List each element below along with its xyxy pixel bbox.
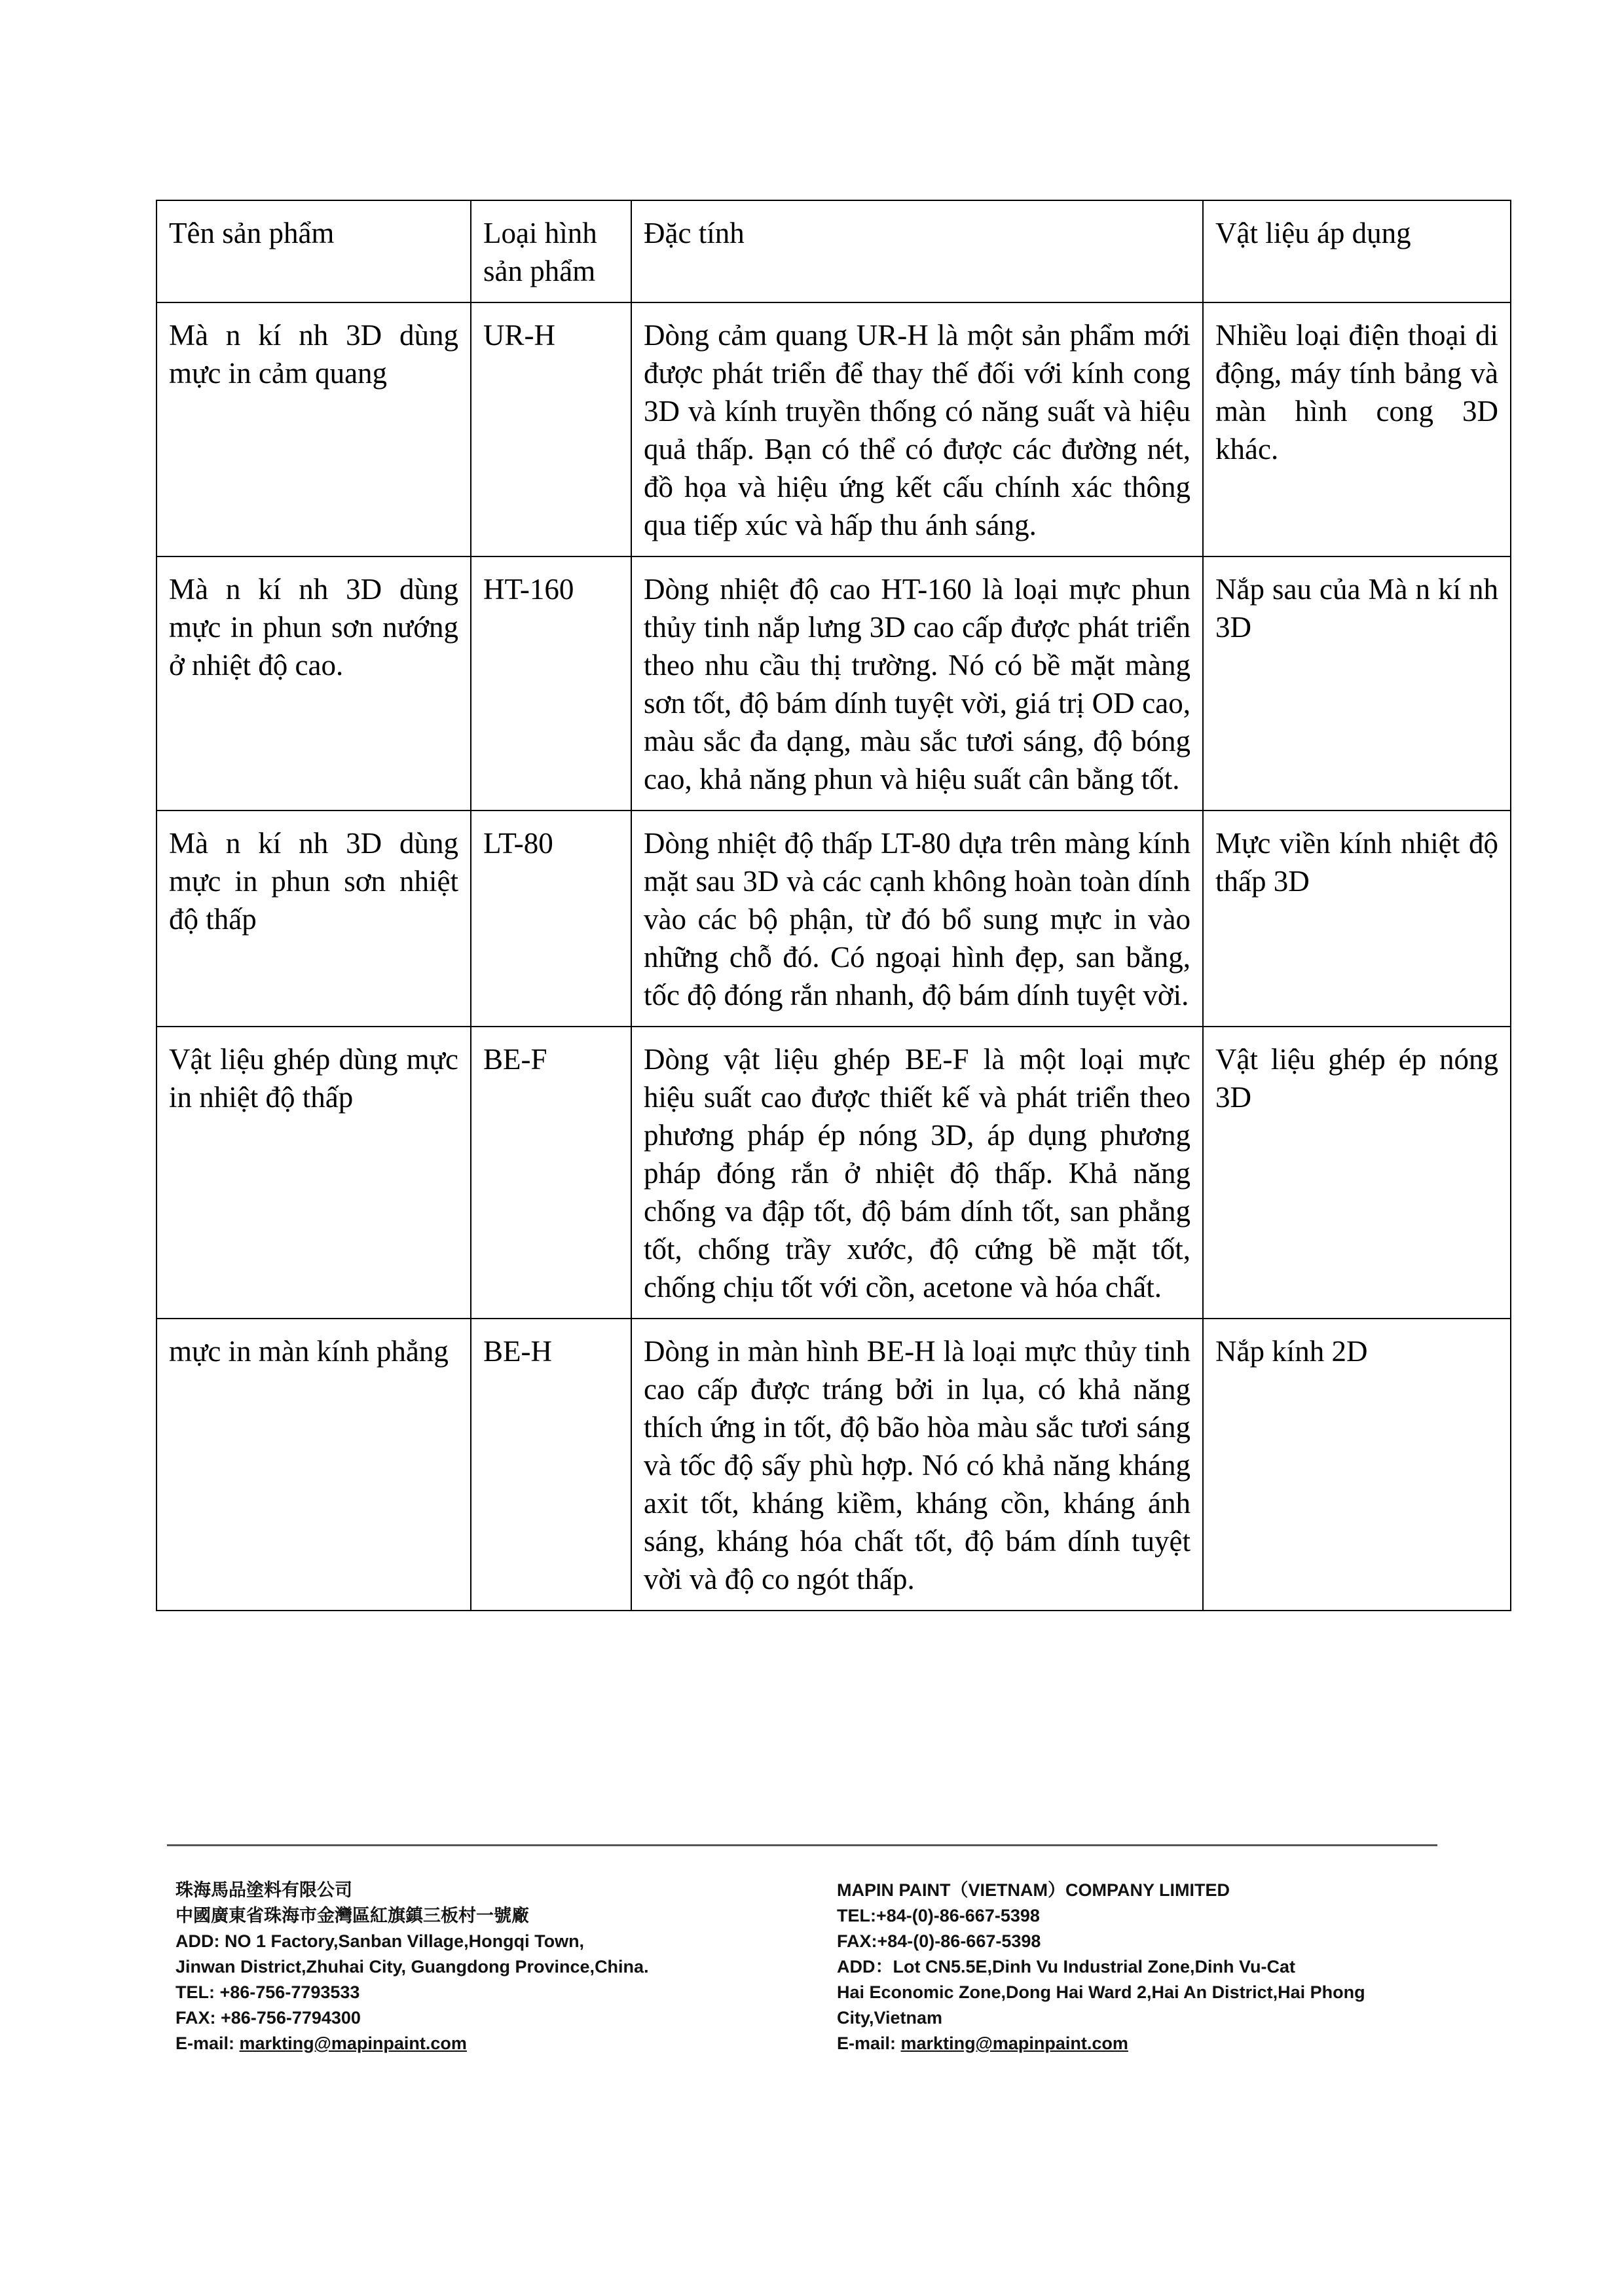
product-name-cell: mực in màn kính phẳng xyxy=(157,1319,471,1611)
table-row xyxy=(157,556,1511,811)
footer-company: MAPIN PAINT（VIETNAM）COMPANY LIMITED xyxy=(837,1880,1230,1900)
footer-email-row xyxy=(837,2031,1466,2056)
footer-address-cn: 中國廣東省珠海市金灣區紅旗鎮三板村一號廠 xyxy=(175,1906,529,1925)
product-feature-cell: Dòng in màn hình BE-H là loại mực thủy tinh cao cấp được tráng bởi in lụa, có khả năng thích ứng in tốt, độ bão hòa màu sắc tươi sáng và tốc độ sấy phù hợp. Nó có khả năng kháng axit tốt, kháng kiềm, kháng cồn, kháng ánh sáng, kháng hóa chất tốt, độ bám dính tuyệt vời và độ co ngót thấp. xyxy=(631,1319,1203,1611)
product-feature-cell: Dòng vật liệu ghép BE-F là một loại mực hiệu suất cao được thiết kế và phát triển theo phương pháp ép nóng 3D, áp dụng phương pháp đóng rắn ở nhiệt độ thấp. Khả năng chống va đập tốt, độ bám dính tốt, san phẳng tốt, chống trầy xước, độ cứng bề mặt tốt, chống chịu tốt với cồn, acetone và hóa chất. xyxy=(631,1027,1203,1319)
footer-vietnam-office xyxy=(837,1878,1466,2056)
product-name-cell: Vật liệu ghép dùng mực in nhiệt độ thấp xyxy=(157,1027,471,1319)
footer-email-link[interactable]: markting@mapinpaint.com xyxy=(900,2033,1128,2053)
footer-address-line: ADD: NO 1 Factory,Sanban Village,Hongqi Town, xyxy=(175,1931,585,1951)
product-table xyxy=(156,200,1511,1611)
product-type-cell: LT-80 xyxy=(471,811,631,1027)
product-material-cell: Nắp kính 2D xyxy=(1203,1319,1511,1611)
product-type-cell: UR-H xyxy=(471,302,631,556)
product-name-cell: Mà n kí nh 3D dùng mực in phun sơn nướng ở nhiệt độ cao. xyxy=(157,556,471,811)
product-type-cell: BE-F xyxy=(471,1027,631,1319)
footer-company-cn: 珠海馬品塗料有限公司 xyxy=(175,1880,352,1900)
product-material-cell: Vật liệu ghép ép nóng 3D xyxy=(1203,1027,1511,1319)
product-name-cell: Mà n kí nh 3D dùng mực in cảm quang xyxy=(157,302,471,556)
footer-tel: TEL:+84-(0)-86-667-5398 xyxy=(837,1906,1040,1925)
header-applied-material: Vật liệu áp dụng xyxy=(1203,200,1511,302)
footer-email-label: E-mail: xyxy=(175,2033,240,2053)
product-feature-cell: Dòng cảm quang UR-H là một sản phẩm mới được phát triển để thay thế đối với kính cong 3D và kính truyền thống có năng suất và hiệu quả thấp. Bạn có thể có được các đường nét, đồ họa và hiệu ứng kết cấu chính xác thông qua tiếp xúc và hấp thu ánh sáng. xyxy=(631,302,1203,556)
table-row xyxy=(157,302,1511,556)
product-type-cell: BE-H xyxy=(471,1319,631,1611)
product-feature-cell: Dòng nhiệt độ thấp LT-80 dựa trên màng kính mặt sau 3D và các cạnh không hoàn toàn dính vào các bộ phận, từ đó bổ sung mực in vào những chỗ đó. Có ngoại hình đẹp, san bằng, tốc độ đóng rắn nhanh, độ bám dính tuyệt vời. xyxy=(631,811,1203,1027)
product-name-cell: Mà n kí nh 3D dùng mực in phun sơn nhiệt độ thấp xyxy=(157,811,471,1027)
header-product-name: Tên sản phẩm xyxy=(157,200,471,302)
product-material-cell: Mực viền kính nhiệt độ thấp 3D xyxy=(1203,811,1511,1027)
table-row xyxy=(157,1027,1511,1319)
footer-tel: TEL: +86-756-7793533 xyxy=(175,1982,360,2002)
footer-address-line: ADD：Lot CN5.5E,Dinh Vu Industrial Zone,Dinh Vu-Cat xyxy=(837,1957,1295,1977)
footer-address-line: Hai Economic Zone,Dong Hai Ward 2,Hai An District,Hai Phong City,Vietnam xyxy=(837,1982,1365,2028)
table-row xyxy=(157,811,1511,1027)
product-type-cell: HT-160 xyxy=(471,556,631,811)
product-material-cell: Nhiều loại điện thoại di động, máy tính bảng và màn hình cong 3D khác. xyxy=(1203,302,1511,556)
footer-email-row xyxy=(175,2031,830,2056)
footer-fax: FAX: +86-756-7794300 xyxy=(175,2008,361,2028)
footer-email-link[interactable]: markting@mapinpaint.com xyxy=(239,2033,467,2053)
table-header-row xyxy=(157,200,1511,302)
product-feature-cell: Dòng nhiệt độ cao HT-160 là loại mực phun thủy tinh nắp lưng 3D cao cấp được phát triển theo nhu cầu thị trường. Nó có bề mặt màng sơn tốt, độ bám dính tuyệt vời, giá trị OD cao, màu sắc đa dạng, màu sắc tươi sáng, độ bóng cao, khả năng phun và hiệu suất cân bằng tốt. xyxy=(631,556,1203,811)
header-features: Đặc tính xyxy=(631,200,1203,302)
footer-address-line: Jinwan District,Zhuhai City, Guangdong Province,China. xyxy=(175,1957,649,1977)
table-row xyxy=(157,1319,1511,1611)
header-product-type: Loại hình sản phẩm xyxy=(471,200,631,302)
product-material-cell: Nắp sau của Mà n kí nh 3D xyxy=(1203,556,1511,811)
footer-divider xyxy=(167,1844,1437,1846)
footer-fax: FAX:+84-(0)-86-667-5398 xyxy=(837,1931,1041,1951)
footer-email-label: E-mail: xyxy=(837,2033,901,2053)
footer-china-office xyxy=(175,1878,830,2056)
